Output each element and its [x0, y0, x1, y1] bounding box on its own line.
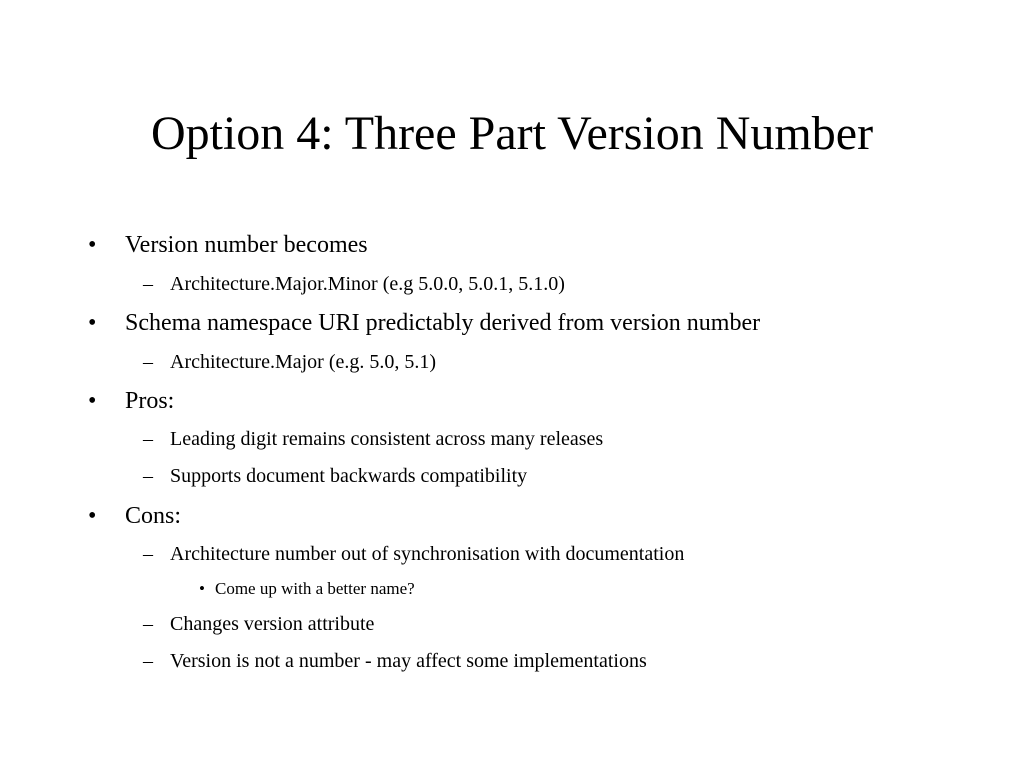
- bullet-marker: •: [88, 310, 97, 336]
- slide-title: Option 4: Three Part Version Number: [150, 107, 874, 160]
- bullet-marker: •: [88, 503, 97, 529]
- sub-bullet-marker: –: [143, 273, 153, 295]
- sub-sub-bullet-text: Come up with a better name?: [215, 579, 415, 598]
- sub-bullet-text: Supports document backwards compatibility: [170, 465, 528, 487]
- sub-bullet-text: Version is not a number - may affect some implementations: [170, 650, 647, 672]
- bullet-marker: •: [88, 232, 97, 258]
- sub-bullet-marker: –: [143, 543, 153, 565]
- bullet-marker: •: [88, 388, 97, 414]
- sub-bullet-text: Architecture.Major (e.g. 5.0, 5.1): [170, 351, 437, 373]
- sub-bullet-marker: –: [143, 465, 153, 487]
- sub-bullet-text: Architecture number out of synchronisation with documentation: [170, 543, 685, 565]
- sub-bullet-text: Changes version attribute: [170, 613, 375, 635]
- sub-sub-bullet-marker: •: [199, 579, 205, 598]
- sub-bullet-text: Architecture.Major.Minor (e.g 5.0.0, 5.0.1, 5.1.0): [170, 273, 565, 295]
- sub-bullet-marker: –: [143, 613, 153, 635]
- sub-bullet-marker: –: [143, 351, 153, 373]
- bullet-text: Cons:: [125, 503, 182, 529]
- bullet-text: Pros:: [125, 388, 175, 414]
- sub-bullet-text: Leading digit remains consistent across many releases: [170, 428, 604, 450]
- bullet-text: Version number becomes: [125, 232, 368, 258]
- bullet-text: Schema namespace URI predictably derived from version number: [125, 310, 761, 336]
- sub-bullet-marker: –: [143, 650, 153, 672]
- sub-bullet-marker: –: [143, 428, 153, 450]
